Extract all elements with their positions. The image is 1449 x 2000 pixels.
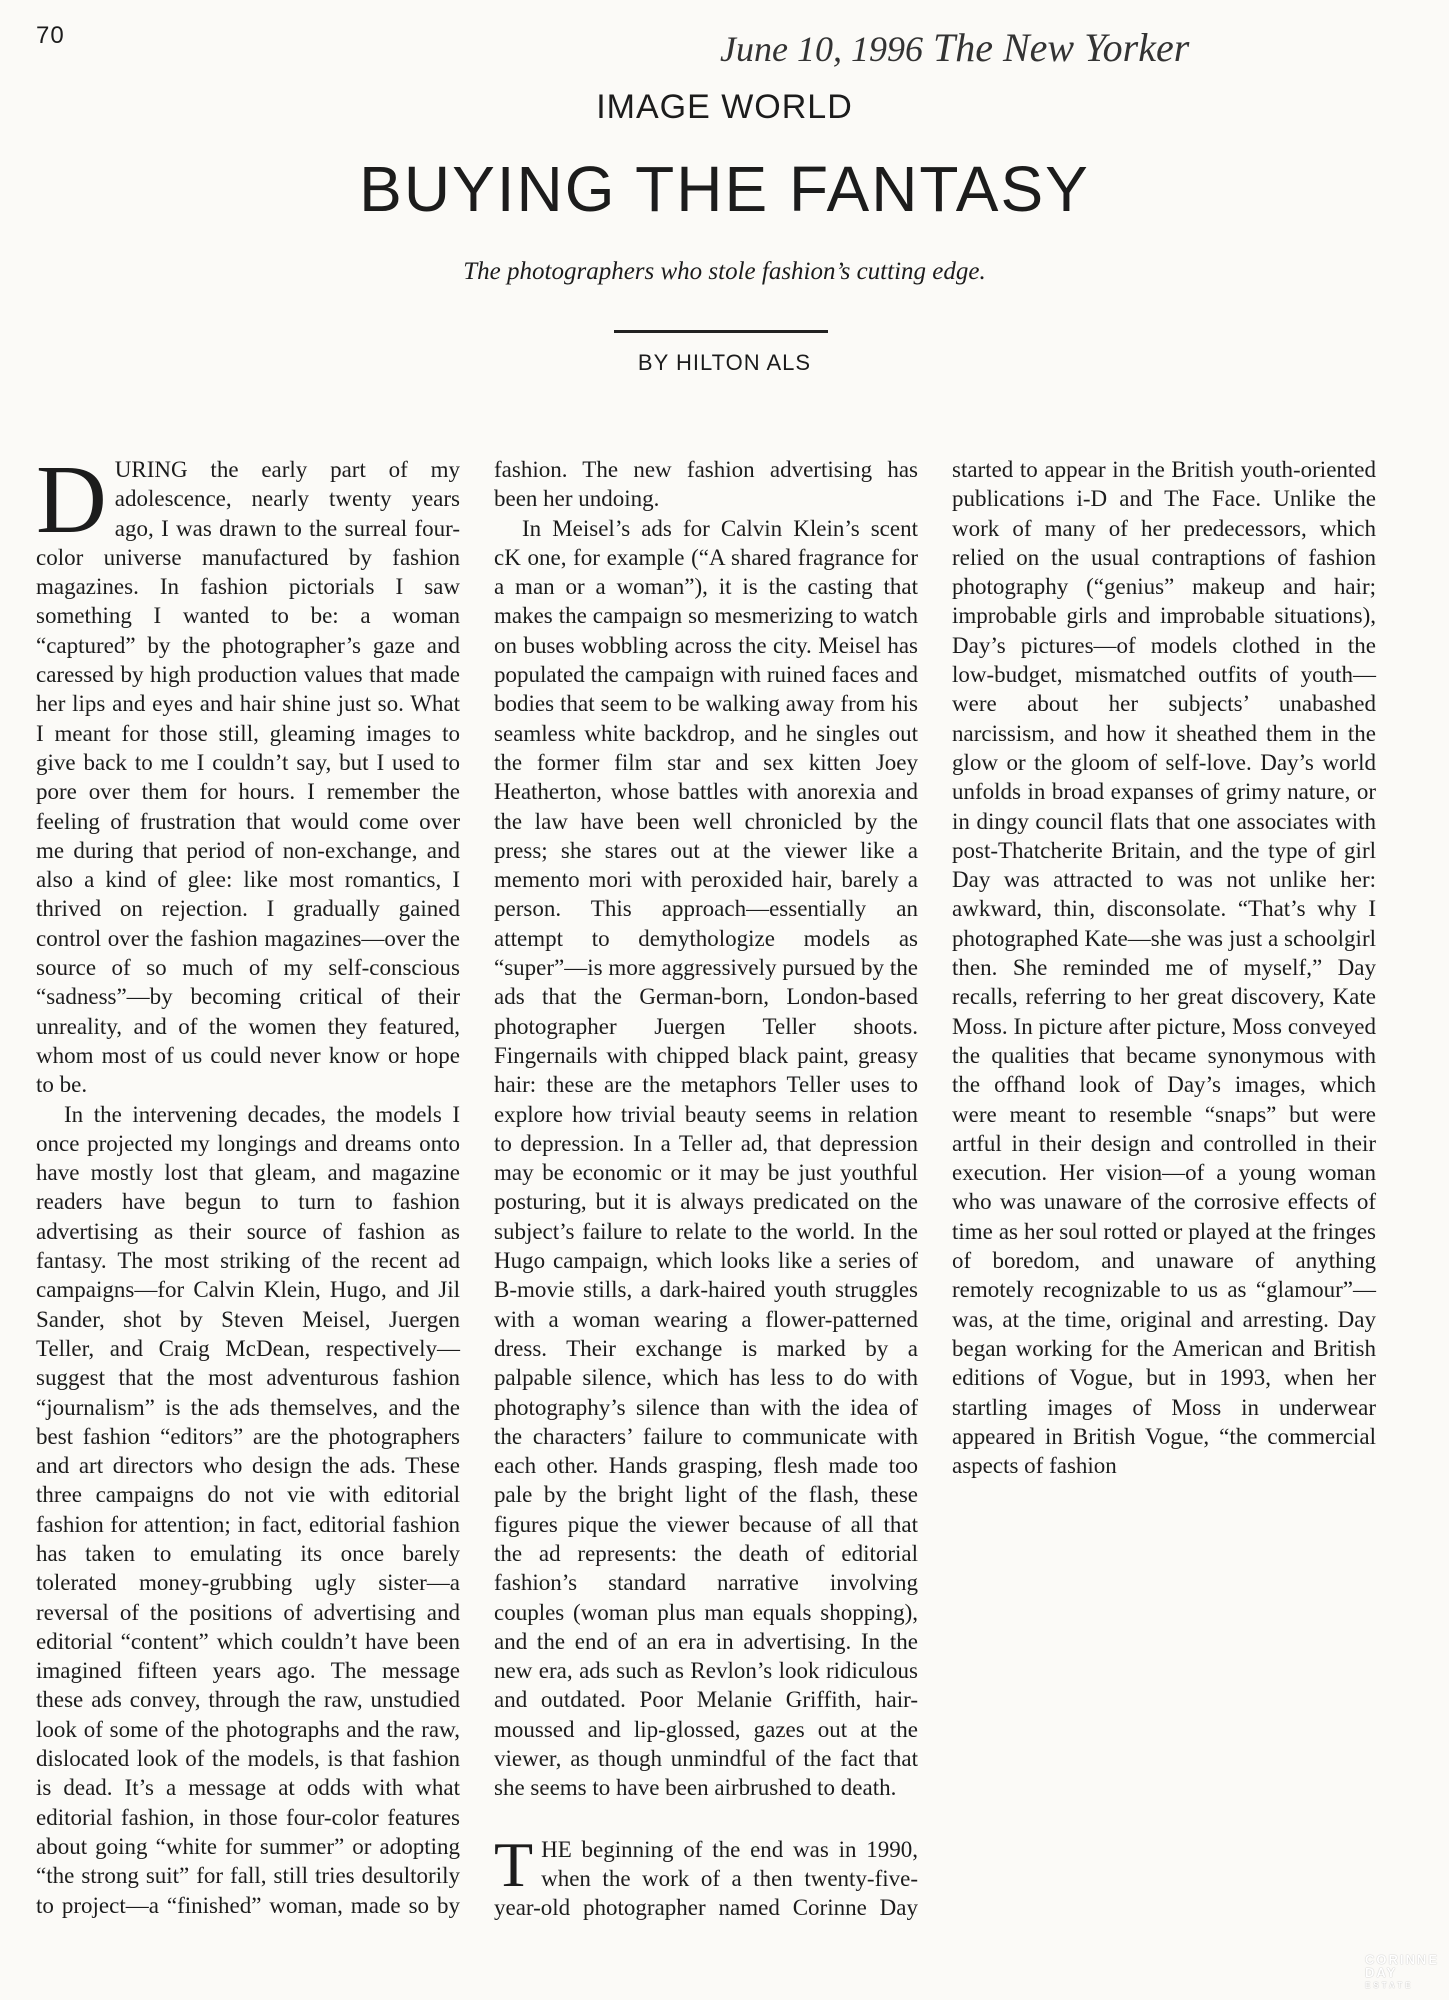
paragraph-lead: URING bbox=[114, 457, 188, 482]
section-label: IMAGE WORLD bbox=[596, 88, 853, 126]
page-number: 70 bbox=[36, 22, 65, 49]
paragraph-text: beginning of the end was in 1990, when the work of a then twenty-five-year-old photographer named Corinne Day started to appear in the British youth-oriented publications i-D and The Face. Unlike the work of many of her predecessors, which relied on the usual contraptions of fashion photography (“genius” makeup and hair; improbable girls and improbable situations), Day’s pictures—of models clothed in the low-budget, mismatched outfits of youth—were about her subjects’ unabashed narcissism, and how it sheathed them in the glow or the gloom of self-love. Day’s world unfolds in broad expanses of grimy nature, or in dingy council flats that one associates with post-Thatcherite Britain, and the type of girl Day was attracted to was not unlike her: awkward, thin, disconsolate. “That’s why I photographed Kate—she was just a schoolgirl then. She reminded me of myself,” Day recalls, referring to her great discovery, Kate Moss. In picture after picture, Moss conveyed the qualities that became synonymous with the offhand look of Day’s images, which were meant to resemble “snaps” but were artful in their design and controlled in their execution. Her vision—of a young woman who was unaware of the corrosive effects of time as her soul rotted or played at the fringes of boredom, and unaware of anything remotely recognizable to us as “glamour”—was, at the time, original and arresting. Day began working for the American and British editions of Vogue, but in 1993, when her startling images of Moss in underwear appeared in British Vogue, “the commercial aspects of fashion bbox=[494, 457, 1376, 1921]
watermark-line: ESTATE bbox=[1365, 1981, 1414, 1990]
handwritten-source-note bbox=[720, 24, 1189, 71]
watermark-line: DAY bbox=[1365, 1965, 1398, 1980]
paragraph-1 bbox=[36, 446, 460, 1100]
paragraph-lead: HE bbox=[541, 1836, 572, 1862]
drop-cap: T bbox=[494, 1828, 534, 1900]
divider-rule bbox=[614, 330, 828, 333]
watermark-line: CORINNE bbox=[1365, 1952, 1439, 1967]
drop-cap: D bbox=[36, 446, 107, 554]
paragraph-2: In the intervening decades, the models I once projected my longings and dreams onto have mostly lost that gleam, and magazine readers have begun to turn to fashion advertising as their source of fashion as fantasy. The most striking of the recent ad campaigns—for Calvin Klein, Hugo, and Jil Sander, shot by Steven Meisel, Juergen Teller, and Craig McDean, respectively—suggest that the most adventurous fashion “journalism” is the ads themselves, and the best fashion “editors” are the photographers and art directors who design the ads. These three campaigns do not vie with editorial fashion for attention; in fact, editorial fashion has taken to emulating its once barely tolerated money-grubbing ugly sister—a reversal of the positions of advertising and editorial “content” which couldn’t have been imagined fifteen years ago. The message these ads convey, through the raw, unstudied look of some of the photographs and the raw, dislocated look of the models, is that fashion is dead. It’s a message at odds with what editorial fashion, in those four-color features about going “white for summer” or adopting “the strong suit” for fall, still tries desultorily to project—a “finished” woman, made so by fashion. The new fashion advertising has been her undoing. bbox=[36, 457, 918, 1918]
handwritten-date: June 10, 1996 bbox=[720, 29, 923, 69]
paragraph-3: In Meisel’s ads for Calvin Klein’s scent cK one, for example (“A shared fragrance for a man or a woman”), it is the casting that makes the campaign so mesmerizing to watch on buses wobbling across the city. Meisel has populated the campaign with ruined faces and bodies that seem to be walking away from his seamless white backdrop, and he singles out the former film star and sex kitten Joey Heatherton, whose battles with anorexia and the law have been well chronicled by the press; she stares out at the viewer like a memento mori with peroxided hair, barely a person. This approach—essentially an attempt to demythologize models as “super”—is more aggressively pursued by the ads that the German-born, London-based photographer Juergen Teller shoots. Fingernails with chipped black paint, greasy hair: these are the metaphors Teller uses to explore how trivial beauty seems in relation to depression. In a Teller ad, that depression may be economic or it may be just youthful posturing, but it is always predicated on the subject’s failure to relate to the world. In the Hugo campaign, which looks like a series of B-movie stills, a dark-haired youth struggles with a woman wearing a flower-patterned dress. Their exchange is marked by a palpable silence, which has less to do with photography’s silence than with the idea of the characters’ failure to communicate with each other. Hands grasping, flesh made too pale by the bright light of the flash, these figures pique the viewer because of all that the ad represents: the death of editorial fashion’s standard narrative involving couples (woman plus man equals shopping), and the end of an era in advertising. In the new era, ads such as Revlon’s look ridiculous and outdated. Poor Melanie Griffith, hair-moussed and lip-glossed, gazes out at the viewer, as though unmindful of the fact that she seems to have been airbrushed to death. bbox=[494, 515, 918, 1801]
headline: BUYING THE FANTASY bbox=[359, 153, 1090, 225]
deck: The photographers who stole fashion’s cutting edge. bbox=[463, 258, 986, 285]
handwritten-publication: The New Yorker bbox=[932, 25, 1190, 70]
watermark bbox=[1365, 1953, 1439, 1992]
byline: BY HILTON ALS bbox=[637, 350, 812, 375]
paragraph-text: the early part of my adolescence, nearly twenty years ago, I was drawn to the surreal four-color universe manufactured by fashion magazines. In fashion pictorials I saw something I wanted to be: a woman “captured” by the photographer’s gaze and caressed by high production values that made her lips and eyes and hair shine just so. What I meant for those still, gleaming images to give back to me I couldn’t say, but I used to pore over them for hours. I remember the feeling of frustration that would come over me during that period of non-exchange, and also a kind of glee: like most romantics, I thrived on rejection. I gradually gained control over the fashion magazines—over the source of so much of my self-conscious “sadness”—by becoming critical of their unreality, and of the women they featured, whom most of us could never know or hope to be. bbox=[36, 457, 460, 1098]
article-body bbox=[36, 446, 1376, 1935]
